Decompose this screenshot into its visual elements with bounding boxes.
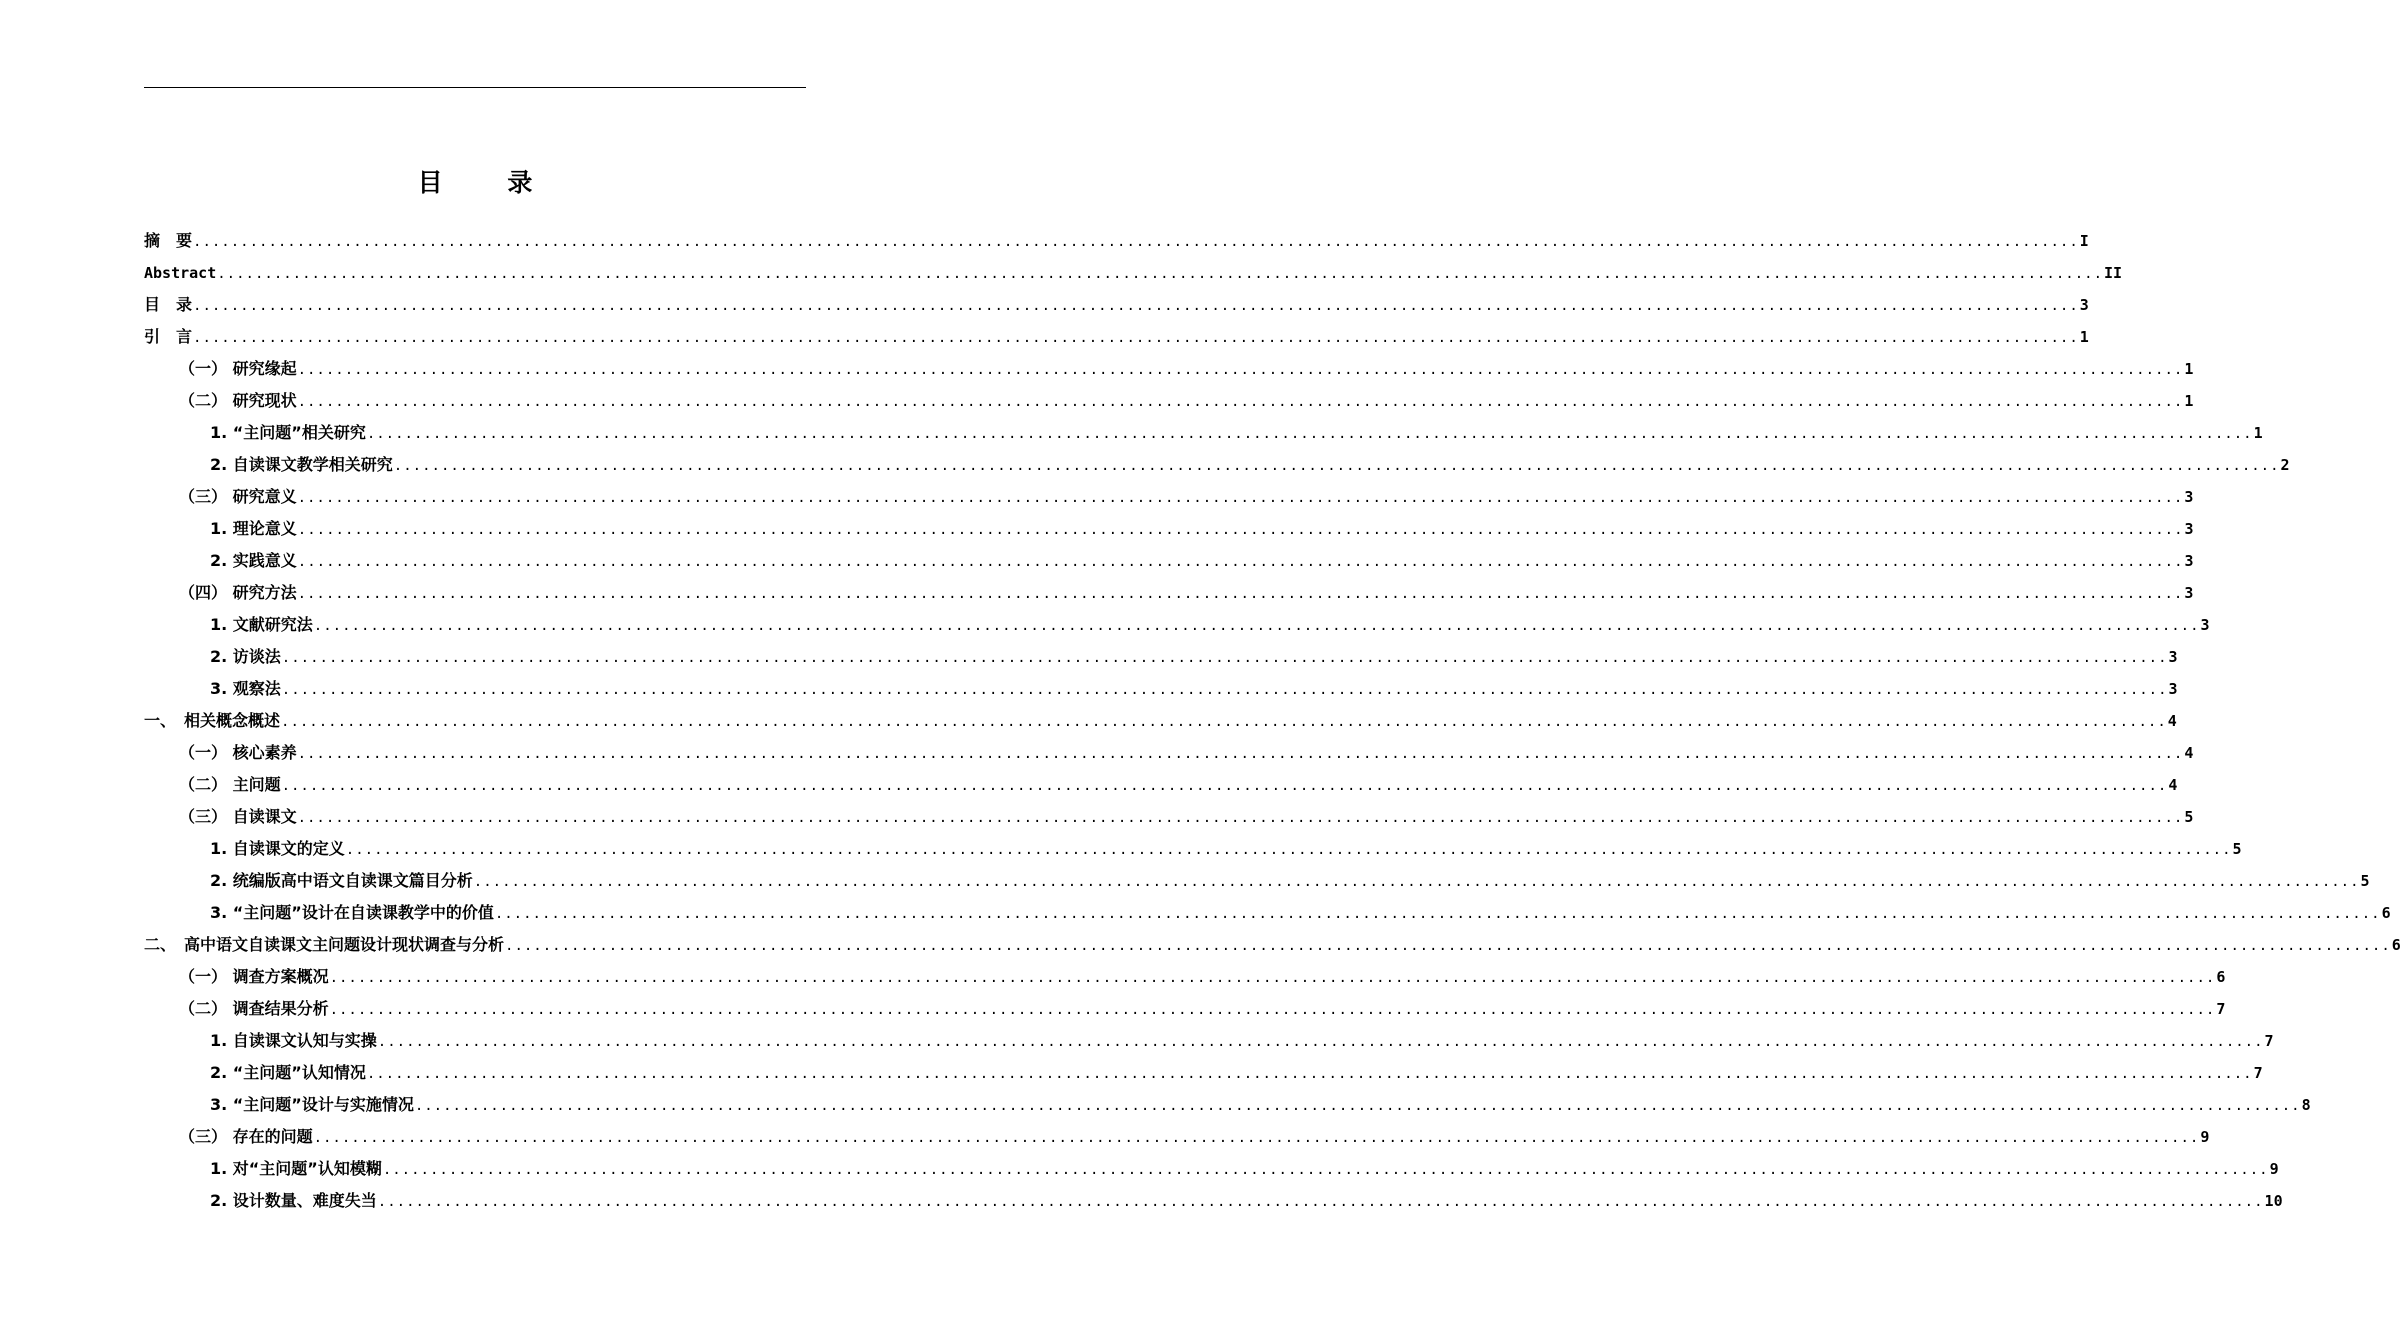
- toc-entry[interactable]: [144, 320, 2089, 352]
- toc-entry-label: （三） 自读课文: [179, 807, 297, 826]
- toc-entry-label: 引 言: [144, 327, 193, 346]
- toc-entry-label: 2. 自读课文教学相关研究: [210, 455, 393, 474]
- toc-entry[interactable]: [144, 896, 2391, 928]
- toc-entry[interactable]: [144, 288, 2089, 320]
- toc-entry[interactable]: [144, 736, 2194, 768]
- toc-dot-leader: ........................................................................................................................................................................................................: [193, 298, 2079, 314]
- toc-entry[interactable]: [144, 544, 2194, 576]
- toc-dot-leader: ........................................................................................................................................................................................................: [297, 362, 2184, 378]
- toc-entry-label: （二） 调查结果分析: [179, 999, 329, 1018]
- toc-entry-page-number: 5: [2360, 872, 2370, 890]
- toc-entry[interactable]: [144, 800, 2194, 832]
- toc-dot-leader: ........................................................................................................................................................................................................: [193, 330, 2079, 346]
- toc-entry-label: （二） 研究现状: [179, 391, 297, 410]
- toc-entry-label: 1. 文献研究法: [210, 615, 313, 634]
- toc-entry[interactable]: [144, 1088, 2311, 1120]
- toc-dot-leader: ........................................................................................................................................................................................................: [382, 1162, 2269, 1178]
- toc-dot-leader: ........................................................................................................................................................................................................: [329, 970, 2216, 986]
- toc-entry[interactable]: [144, 1056, 2263, 1088]
- toc-entry-page-number: 9: [2200, 1128, 2210, 1146]
- toc-entry[interactable]: [144, 1152, 2279, 1184]
- toc-entry-label: 1. 对“主问题”认知模糊: [210, 1159, 382, 1178]
- toc-dot-leader: ........................................................................................................................................................................................................: [193, 234, 2079, 250]
- toc-entry[interactable]: [144, 352, 2194, 384]
- toc-dot-leader: ........................................................................................................................................................................................................: [297, 746, 2184, 762]
- toc-dot-leader: ........................................................................................................................................................................................................: [281, 714, 2167, 730]
- toc-dot-leader: ........................................................................................................................................................................................................: [281, 682, 2168, 698]
- toc-entry-label: 2. 实践意义: [210, 551, 297, 570]
- toc-entry-page-number: 7: [2216, 1000, 2226, 1018]
- toc-entry-label: （一） 调查方案概况: [179, 967, 329, 986]
- page-title: 目 录: [417, 168, 561, 197]
- toc-entry-label: 一、 相关概念概述: [144, 711, 281, 730]
- toc-entry[interactable]: [144, 1024, 2274, 1056]
- toc-entry-page-number: 3: [2184, 584, 2194, 602]
- toc-entry-label: 2. 统编版高中语文自读课文篇目分析: [210, 871, 473, 890]
- toc-dot-leader: ........................................................................................................................................................................................................: [281, 778, 2168, 794]
- toc-entry-label: （三） 研究意义: [179, 487, 297, 506]
- toc-entry-page-number: 2: [2280, 456, 2290, 474]
- toc-entry-label: 1. 理论意义: [210, 519, 297, 538]
- toc-entry[interactable]: [144, 640, 2178, 672]
- toc-entry-page-number: 3: [2168, 680, 2178, 698]
- toc-entry[interactable]: [144, 928, 2401, 960]
- toc-entry-label: 3. “主问题”设计与实施情况: [210, 1095, 414, 1114]
- toc-entry[interactable]: [144, 704, 2177, 736]
- toc-dot-leader: ........................................................................................................................................................................................................: [281, 650, 2168, 666]
- toc-entry-label: 3. “主问题”设计在自读课教学中的价值: [210, 903, 494, 922]
- toc-dot-leader: ........................................................................................................................................................................................................: [297, 394, 2184, 410]
- toc-entry-page-number: 6: [2391, 936, 2401, 954]
- toc-entry-page-number: 5: [2184, 808, 2194, 826]
- toc-entry-label: 1. “主问题”相关研究: [210, 423, 366, 442]
- toc-entry-label: 2. “主问题”认知情况: [210, 1063, 366, 1082]
- toc-entry-page-number: 3: [2184, 488, 2194, 506]
- header-rule: [144, 87, 806, 88]
- toc-entry-page-number: 7: [2253, 1064, 2263, 1082]
- toc-dot-leader: ........................................................................................................................................................................................................: [297, 490, 2184, 506]
- toc-entry[interactable]: [144, 448, 2290, 480]
- toc-entry-label: （四） 研究方法: [179, 583, 297, 602]
- toc-dot-leader: ........................................................................................................................................................................................................: [313, 1130, 2200, 1146]
- toc-entry-label: 2. 设计数量、难度失当: [210, 1191, 377, 1210]
- toc-dot-leader: ........................................................................................................................................................................................................: [377, 1034, 2264, 1050]
- toc-dot-leader: ........................................................................................................................................................................................................: [414, 1098, 2301, 1114]
- toc-dot-leader: ........................................................................................................................................................................................................: [297, 522, 2184, 538]
- toc-entry[interactable]: [144, 576, 2194, 608]
- toc-dot-leader: ........................................................................................................................................................................................................: [329, 1002, 2216, 1018]
- toc-dot-leader: ........................................................................................................................................................................................................: [366, 1066, 2253, 1082]
- toc-dot-leader: ........................................................................................................................................................................................................: [297, 810, 2184, 826]
- toc-entry-page-number: 6: [2381, 904, 2391, 922]
- toc-entry-label: 摘 要: [144, 231, 193, 250]
- toc-entry-page-number: 5: [2232, 840, 2242, 858]
- toc-entry-page-number: 4: [2184, 744, 2194, 762]
- toc-entry[interactable]: [144, 1120, 2210, 1152]
- toc-dot-leader: ........................................................................................................................................................................................................: [297, 554, 2184, 570]
- toc-entry-page-number: 3: [2184, 520, 2194, 538]
- toc-entry[interactable]: [144, 512, 2194, 544]
- toc-entry-label: 目 录: [144, 295, 193, 314]
- toc-entry-page-number: I: [2079, 232, 2089, 250]
- toc-entry-label: （二） 主问题: [179, 775, 281, 794]
- toc-entry-label: 3. 观察法: [210, 679, 281, 698]
- toc-dot-leader: ........................................................................................................................................................................................................: [494, 906, 2381, 922]
- toc-entry-label: 二、 高中语文自读课文主问题设计现状调查与分析: [144, 935, 505, 954]
- toc-entry-page-number: 1: [2184, 360, 2194, 378]
- toc-dot-leader: ........................................................................................................................................................................................................: [313, 618, 2200, 634]
- toc-entry-page-number: 3: [2200, 616, 2210, 634]
- toc-dot-leader: ........................................................................................................................................................................................................: [473, 874, 2360, 890]
- toc-entry-page-number: 10: [2264, 1192, 2283, 1210]
- toc-entry-label: 1. 自读课文的定义: [210, 839, 345, 858]
- toc-entry-label: （一） 核心素养: [179, 743, 297, 762]
- toc-dot-leader: ........................................................................................................................................................................................................: [217, 266, 2103, 282]
- toc-entry[interactable]: [144, 864, 2370, 896]
- toc-entry-label: （一） 研究缘起: [179, 359, 297, 378]
- toc-entry-page-number: 4: [2168, 776, 2178, 794]
- toc-dot-leader: ........................................................................................................................................................................................................: [393, 458, 2280, 474]
- toc-entry-page-number: 3: [2168, 648, 2178, 666]
- toc-dot-leader: ........................................................................................................................................................................................................: [377, 1194, 2264, 1210]
- toc-entry-page-number: 3: [2184, 552, 2194, 570]
- toc-entry-page-number: 3: [2079, 296, 2089, 314]
- toc-entry[interactable]: [144, 992, 2226, 1024]
- toc-entry[interactable]: [144, 672, 2178, 704]
- toc-entry-label: Abstract: [144, 264, 217, 282]
- toc-entry-label: 2. 访谈法: [210, 647, 281, 666]
- toc-entry[interactable]: [144, 768, 2178, 800]
- toc-dot-leader: ........................................................................................................................................................................................................: [345, 842, 2232, 858]
- toc-dot-leader: ........................................................................................................................................................................................................: [366, 426, 2253, 442]
- toc-entry-page-number: 9: [2269, 1160, 2279, 1178]
- toc-entry[interactable]: [144, 384, 2194, 416]
- toc-dot-leader: ........................................................................................................................................................................................................: [297, 586, 2184, 602]
- table-of-contents: [144, 224, 2401, 1216]
- toc-entry-page-number: 6: [2216, 968, 2226, 986]
- toc-entry-page-number: 7: [2264, 1032, 2274, 1050]
- toc-entry[interactable]: [144, 256, 2123, 288]
- toc-entry[interactable]: [144, 608, 2210, 640]
- toc-dot-leader: ........................................................................................................................................................................................................: [505, 938, 2391, 954]
- toc-entry-page-number: 1: [2079, 328, 2089, 346]
- toc-entry[interactable]: [144, 224, 2089, 256]
- toc-entry-page-number: II: [2104, 264, 2123, 282]
- toc-entry[interactable]: [144, 960, 2226, 992]
- toc-entry-page-number: 8: [2301, 1096, 2311, 1114]
- toc-entry[interactable]: [144, 480, 2194, 512]
- toc-entry[interactable]: [144, 832, 2242, 864]
- toc-entry-page-number: 1: [2253, 424, 2263, 442]
- toc-entry[interactable]: [144, 416, 2263, 448]
- toc-entry-page-number: 1: [2184, 392, 2194, 410]
- toc-entry-label: 1. 自读课文认知与实操: [210, 1031, 377, 1050]
- toc-entry-page-number: 4: [2167, 712, 2177, 730]
- toc-entry[interactable]: [144, 1184, 2283, 1216]
- toc-entry-label: （三） 存在的问题: [179, 1127, 313, 1146]
